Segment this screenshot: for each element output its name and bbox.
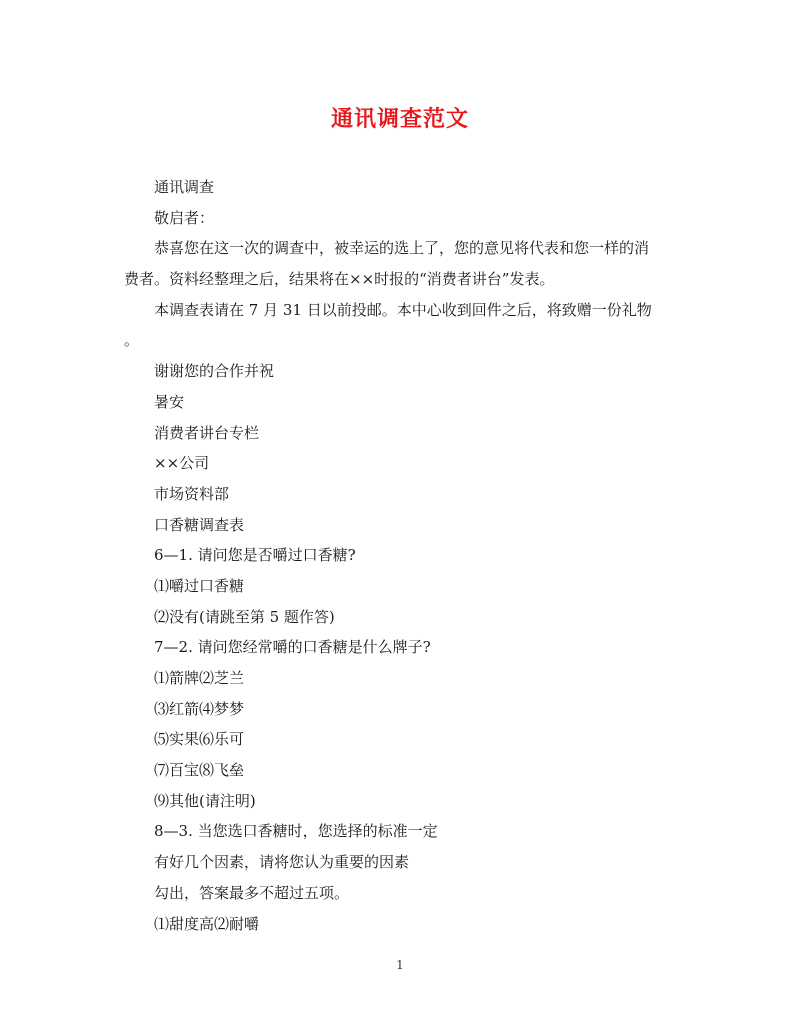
text-line: 费者。资料经整理之后，结果将在××时报的“消费者讲台”发表。 [124, 270, 555, 289]
text-line: ⑴箭牌⑵芝兰 [154, 669, 245, 687]
text-line: 谢谢您的合作并祝 [154, 362, 275, 381]
text-line: ⑶红箭⑷梦梦 [154, 699, 245, 718]
text-line: ⑵没有(请跳至第 5 题作答) [154, 607, 335, 626]
text-line: 恭喜您在这一次的调查中，被幸运的选上了，您的意见将代表和您一样的消 [154, 239, 650, 258]
text-line: 通讯调查 [154, 178, 215, 196]
text-line: ⑸实果⑹乐可 [154, 730, 245, 749]
text-line: 敬启者： [154, 208, 215, 227]
text-line: ⑴嚼过口香糖 [154, 576, 245, 595]
page-number: 1 [396, 958, 404, 972]
text-line: ⑴甜度高⑵耐嚼 [154, 914, 260, 933]
text-line: 有好几个因素，请将您认为重要的因素 [154, 853, 410, 872]
text-line: ⑼其他(请注明) [154, 791, 256, 810]
document-title: 通讯调查范文 [330, 106, 469, 132]
text-line: 市场资料部 [154, 484, 230, 503]
text-line: 6—1. 请问您是否嚼过口香糖? [154, 546, 356, 565]
text-line: ××公司 [154, 454, 210, 473]
text-line: 。 [124, 331, 140, 350]
text-line: ⑺百宝⑻飞垒 [154, 761, 245, 780]
text-line: 勾出，答案最多不超过五项。 [154, 883, 350, 902]
text-line: 本调查表请在 7 月 31 日以前投邮。本中心收到回件之后，将致赠一份礼物 [154, 300, 652, 319]
text-line: 7—2. 请问您经常嚼的口香糖是什么牌子? [154, 638, 431, 657]
text-line: 消费者讲台专栏 [154, 423, 260, 442]
text-line: 口香糖调查表 [154, 515, 245, 534]
document-body [124, 172, 672, 939]
text-line: 8—3. 当您选口香糖时，您选择的标准一定 [154, 822, 438, 841]
text-line: 暑安 [154, 392, 185, 411]
